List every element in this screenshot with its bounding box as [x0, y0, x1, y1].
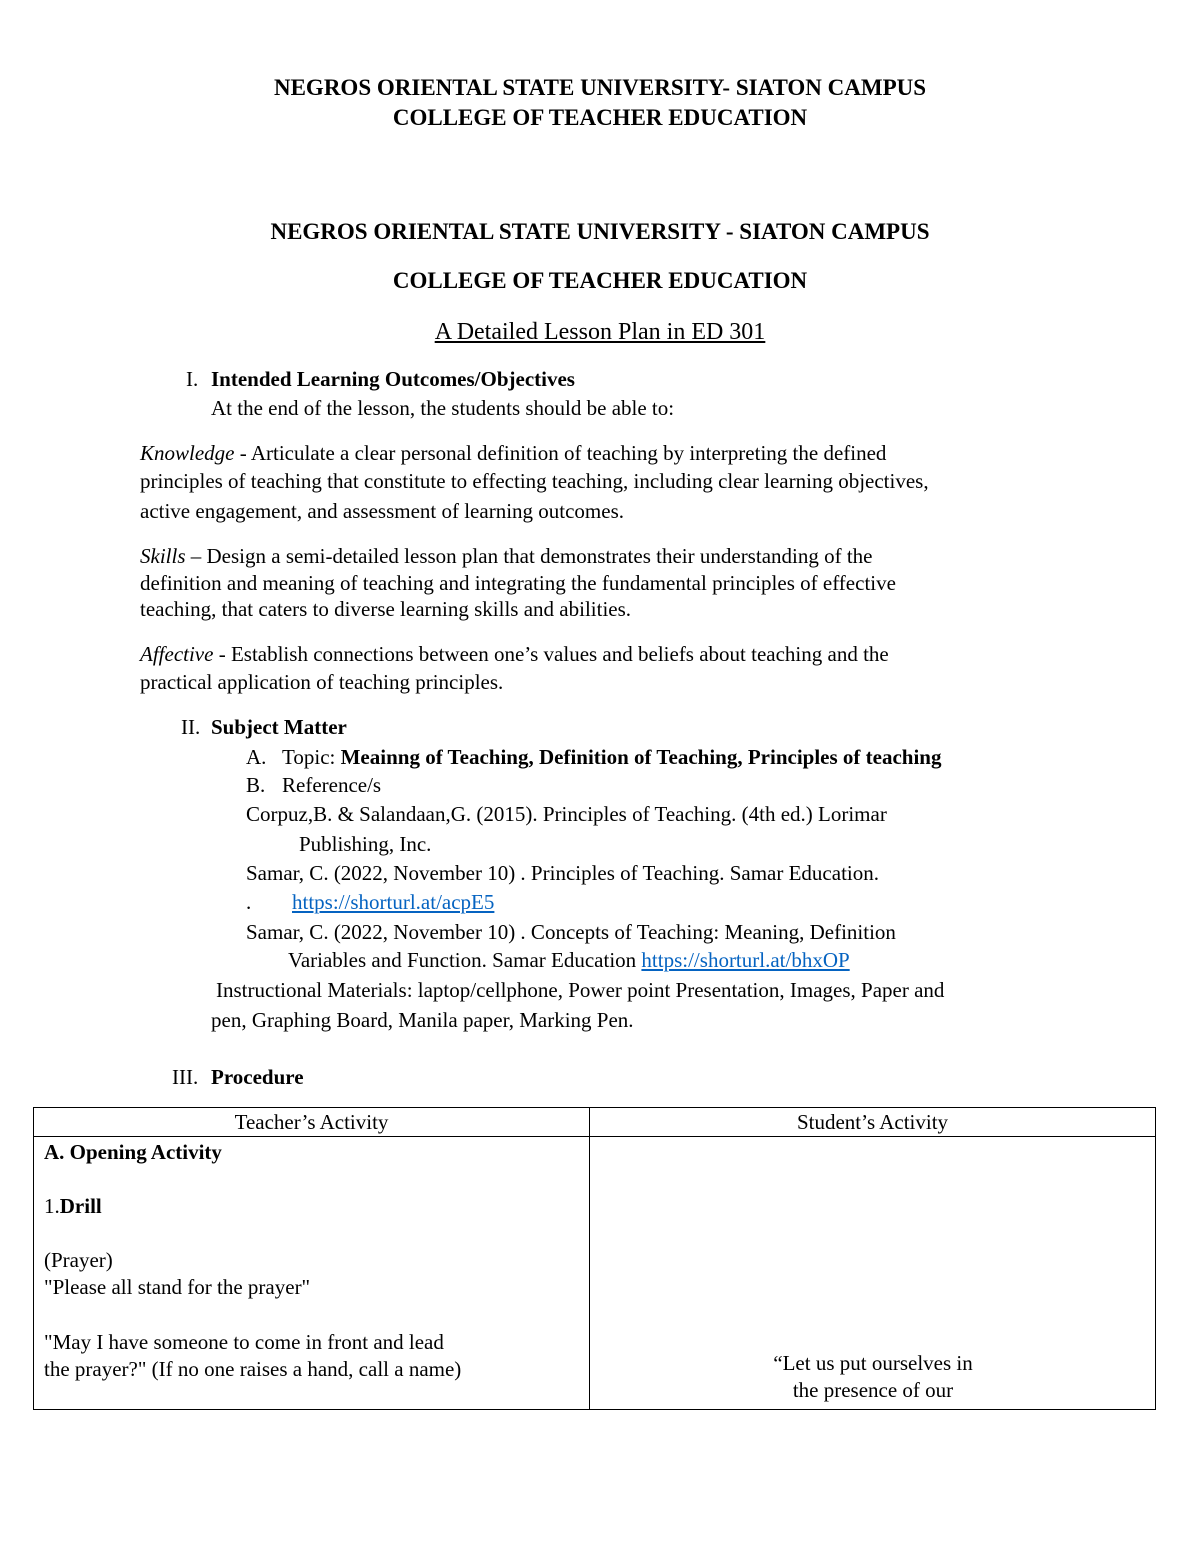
knowledge-line: active engagement, and assessment of learning outcomes. [140, 499, 625, 523]
reference-3-cont: Variables and Function. Samar Education https://shorturl.at/bhxOP [288, 948, 850, 972]
table-row [34, 1137, 1156, 1410]
procedure-table [33, 1107, 1156, 1410]
topic-value: Meainng of Teaching, Definition of Teaching, Principles of teaching [340, 745, 942, 769]
reference-3-link[interactable]: https://shorturl.at/bhxOP [641, 948, 850, 972]
prayer-label: (Prayer) [44, 1248, 113, 1272]
reference-2: Samar, C. (2022, November 10) . Principles of Teaching. Samar Education. [246, 861, 879, 885]
student-response: “Let us put ourselves in [773, 1351, 973, 1375]
university-title: NEGROS ORIENTAL STATE UNIVERSITY - SIATON CAMPUS [270, 219, 930, 244]
instructional-materials: Instructional Materials: laptop/cellphone, Power point Presentation, Images, Paper and [216, 978, 945, 1002]
affective-line: practical application of teaching principles. [140, 670, 504, 694]
knowledge-line: principles of teaching that constitute to effecting teaching, including clear learning objectives, [140, 469, 929, 493]
section1-heading: Intended Learning Outcomes/Objectives [211, 367, 575, 391]
reference-1: Corpuz,B. & Salandaan,G. (2015). Principles of Teaching. (4th ed.) Lorimar [246, 802, 887, 826]
reference-2-dot: . [246, 890, 252, 914]
opening-activity: A. Opening Activity [44, 1140, 222, 1164]
header-college: COLLEGE OF TEACHER EDUCATION [392, 105, 808, 130]
prayer-quote: "Please all stand for the prayer" [44, 1275, 311, 1299]
objective-knowledge: Knowledge - Articulate a clear personal definition of teaching by interpreting the defined [140, 441, 887, 465]
teacher-activity-cell [34, 1137, 590, 1410]
header-university: NEGROS ORIENTAL STATE UNIVERSITY- SIATON CAMPUS [273, 75, 927, 100]
reference-marker: B. [246, 773, 266, 797]
student-activity-cell [590, 1137, 1156, 1410]
college-title: COLLEGE OF TEACHER EDUCATION [392, 268, 808, 293]
student-activity-header: Student’s Activity [590, 1108, 1156, 1137]
lead-prayer-cont: the prayer?" (If no one raises a hand, call a name) [44, 1357, 462, 1381]
drill-heading: 1.Drill [44, 1194, 102, 1218]
student-response-cont: the presence of our [792, 1378, 954, 1402]
section1-intro: At the end of the lesson, the students should be able to: [211, 396, 675, 420]
objective-skills: Skills – Design a semi-detailed lesson plan that demonstrates their understanding of the [140, 544, 873, 568]
reference-2-link[interactable]: https://shorturl.at/acpE5 [292, 890, 495, 914]
topic: Topic: Meainng of Teaching, Definition of Teaching, Principles of teaching [282, 745, 942, 769]
section3-heading: Procedure [211, 1065, 304, 1089]
skills-line: definition and meaning of teaching and integrating the fundamental principles of effective [140, 571, 896, 595]
lead-prayer: "May I have someone to come in front and lead [44, 1330, 444, 1354]
section3-numeral: III. [172, 1065, 199, 1089]
knowledge-label: Knowledge [140, 441, 235, 465]
section2-heading: Subject Matter [211, 715, 347, 739]
objective-affective: Affective - Establish connections between one’s values and beliefs about teaching and the [140, 642, 889, 666]
instructional-materials-cont: pen, Graphing Board, Manila paper, Marking Pen. [211, 1008, 634, 1032]
skills-line: teaching, that caters to diverse learning skills and abilities. [140, 597, 632, 621]
section1-numeral: I. [186, 367, 199, 391]
teacher-activity-header: Teacher’s Activity [34, 1108, 590, 1137]
reference-label: Reference/s [282, 773, 382, 797]
reference-3: Samar, C. (2022, November 10) . Concepts of Teaching: Meaning, Definition [246, 920, 896, 944]
table-header-row [34, 1108, 1156, 1137]
affective-label: Affective [140, 642, 214, 666]
topic-marker: A. [246, 745, 267, 769]
lesson-plan-title: A Detailed Lesson Plan in ED 301 [434, 319, 766, 345]
skills-label: Skills [140, 544, 186, 568]
section2-numeral: II. [181, 715, 201, 739]
reference-1-cont: Publishing, Inc. [299, 832, 432, 856]
